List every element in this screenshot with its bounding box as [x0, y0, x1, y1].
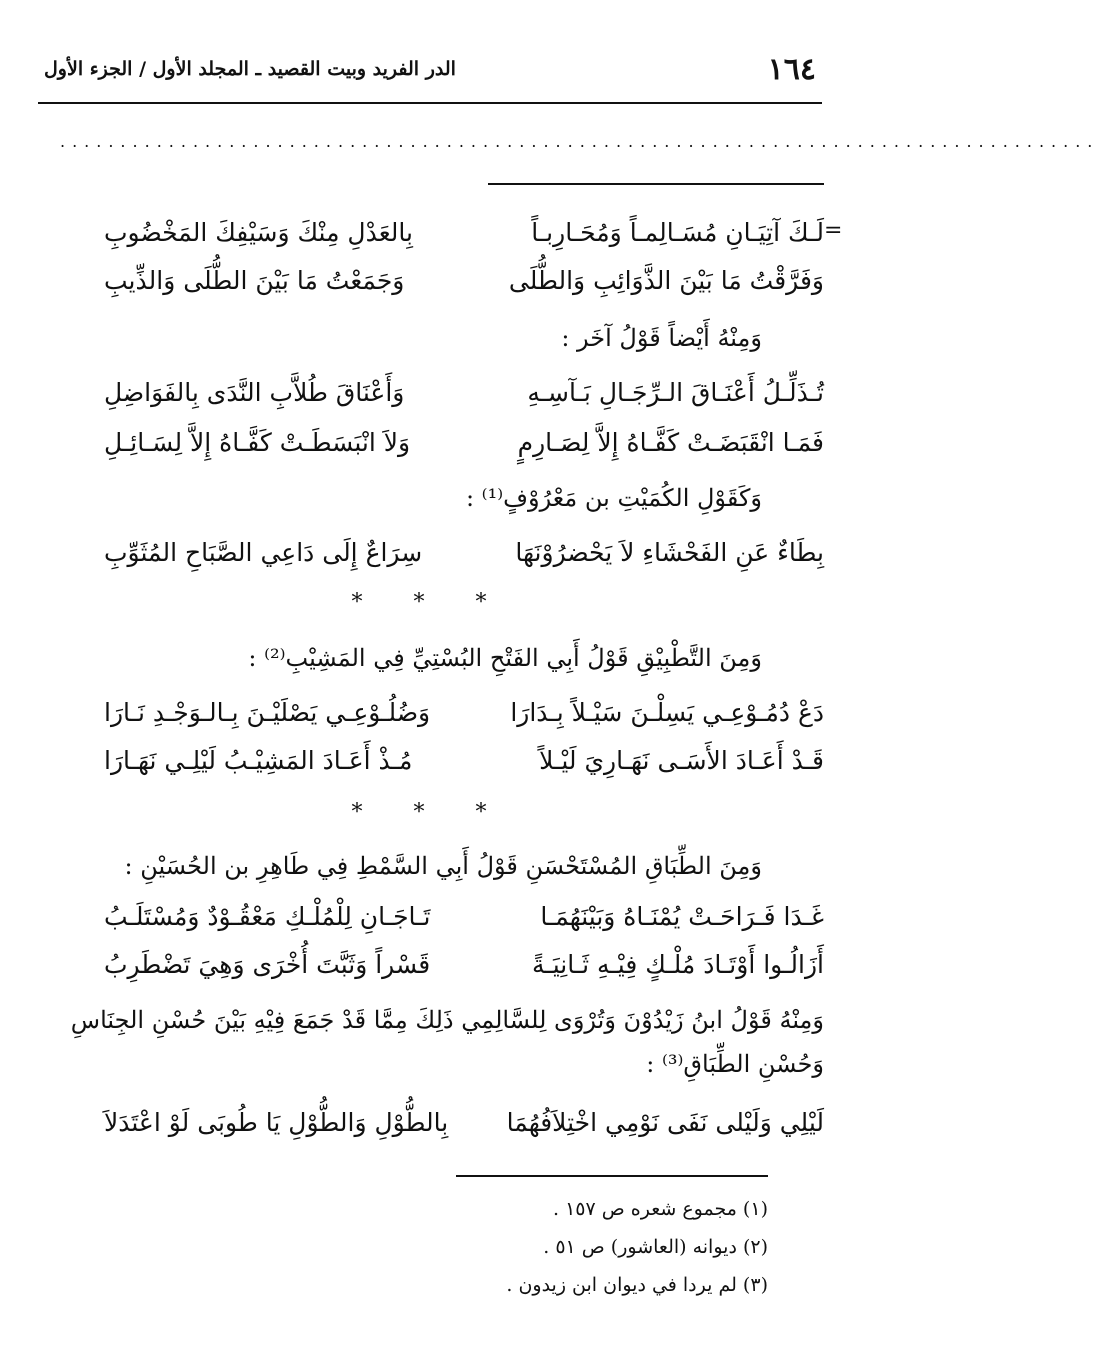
verse-line	[104, 690, 824, 736]
verse-second-hemistich: تَـاجَـانِ لِلْمُلْـكِ مَعْقُـوْدٌ وَمُسْتَلَـبُ	[104, 902, 431, 931]
verse-line	[104, 894, 824, 940]
verse-second-hemistich: وَأَعْنَاقَ طُلاَّبِ النَّدَى بِالفَوَاضِلِ	[104, 378, 405, 407]
verse-first-hemistich: لَـكَ آتِيَـانِ مُسَـالِمـاً وَمُحَـارِبـاً	[531, 218, 824, 247]
verse-second-hemistich: وَلاَ انْبَسَطَـتْ كَفَّـاهُ إِلاَّ لِسَـائِـلِ	[104, 428, 411, 457]
paragraph-line: وَحُسْنِ الطِّبَاقِ⁽³⁾ :	[646, 1050, 824, 1078]
verse-second-hemistich: بِالعَدْلِ مِنْكَ وَسَيْفِكَ المَخْضُوبِ	[104, 218, 413, 247]
verse-first-hemistich: وَفَرَّقْتُ مَا بَيْنَ الذَّوَائِبِ وَالطُّلَى	[508, 266, 824, 295]
footnote: (٢) ديوانه (العاشور) ص ٥١ .	[543, 1236, 768, 1258]
continuation-mark: =	[824, 218, 843, 243]
verse-first-hemistich: فَمَـا انْقَبَضَـتْ كَفَّـاهُ إِلاَّ لِصَـارِمٍ	[517, 428, 824, 457]
verse-second-hemistich: بِالطُّوْلِ وَالطُّوْلِ يَا طُوبَى لَوْ اعْتَدَلاَ	[104, 1108, 449, 1137]
header-rule	[38, 102, 822, 104]
verse-first-hemistich: لَيْلِي وَلَيْلى نَفَى نَوْمِي اخْتِلاَفُهُمَا	[506, 1108, 824, 1137]
verse-first-hemistich: بِطَاءٌ عَنِ الفَحْشَاءِ لاَ يَحْضرُوْنَهَا	[515, 538, 824, 567]
verse-line	[104, 370, 824, 416]
verse-second-hemistich: قَسْراً وَثَبَّتَ أُخْرَى وَهِيَ تَضْطَرِبُ	[104, 950, 431, 979]
verse-first-hemistich: غَـدَا فَـرَاحَـتْ يُمْنَـاهُ وَبَيْنَهُمَـا	[540, 902, 824, 931]
verse-line	[104, 210, 824, 256]
footnote: (١) مجموع شعره ص ١٥٧ .	[552, 1198, 768, 1220]
verse-first-hemistich: تُـذَلِّـلُ أَعْنَـاقَ الـرِّجَـالِ بَـآسِـهِ	[527, 378, 824, 407]
intro-line: وَكَقَوْلِ الكُمَيْتِ بن مَعْرُوْفٍ⁽¹⁾ :	[465, 484, 762, 512]
verse-line	[104, 738, 824, 784]
section-divider-stars: * * *	[351, 590, 509, 615]
dotted-separator: ......................................................................................	[60, 132, 1099, 151]
verse-line	[104, 420, 824, 466]
verse-line	[104, 942, 824, 988]
intro-line: وَمِنَ التَّطْبِيْقِ قَوْلُ أَبِي الفَتْحِ البُسْتِيِّ فِي المَشِيْبِ⁽²⁾ :	[248, 644, 762, 672]
section-rule	[488, 183, 824, 185]
verse-first-hemistich: قَـدْ أَعَـادَ الأَسَـى نَهَـارِيَ لَيْـلاً	[539, 746, 824, 775]
paragraph-line: وَمِنْهُ قَوْلُ ابنُ زَيْدُوْنَ وَتُرْوَى لِلسَّالِمِي ذَلِكَ مِمَّا قَدْ جَمَعَ فِيْهِ بَيْنَ حُسْنِ الجِنَاسِ	[70, 1006, 824, 1034]
verse-second-hemistich: وَجَمَعْتُ مَا بَيْنَ الطُّلَى وَالذِّيبِ	[104, 266, 405, 295]
page-number: ١٦٤	[767, 52, 816, 87]
verse-second-hemistich: وَضُلُـوْعِـي يَصْلَيْـنَ بِـالـوَجْـدِ نَـارَا	[104, 698, 431, 727]
footnote-rule	[456, 1175, 768, 1177]
verse-first-hemistich: أَزَالُـوا أَوْتَـادَ مُلْـكٍ فِيْـهِ ثَـانِيَـةً	[531, 950, 824, 979]
verse-first-hemistich: دَعْ دُمُـوْعِـي يَسِلْـنَ سَيْـلاً بِـدَارَا	[510, 698, 824, 727]
footnote: (٣) لم يردا في ديوان ابن زيدون .	[506, 1274, 768, 1296]
intro-line: وَمِنْهُ أَيْضاً قَوْلُ آخَر :	[561, 324, 762, 352]
verse-second-hemistich: سِرَاعٌ إِلَى دَاعِي الصَّبَاحِ المُثَوِّبِ	[104, 538, 423, 567]
verse-second-hemistich: مُـذْ أَعَـادَ المَشِيْـبُ لَيْلِـي نَهَـارَا	[104, 746, 413, 775]
section-divider-stars: * * *	[351, 800, 509, 825]
verse-line	[104, 258, 824, 304]
verse-line	[104, 530, 824, 576]
running-header: الدر الفريد وبيت القصيد ـ المجلد الأول / الجزء الأول	[44, 58, 456, 80]
intro-line: وَمِنَ الطِّبَاقِ المُسْتَحْسَنِ قَوْلُ أَبِي السَّمْطِ فِي طَاهِرِ بن الحُسَيْنِ :	[124, 852, 762, 880]
verse-line	[104, 1100, 824, 1146]
